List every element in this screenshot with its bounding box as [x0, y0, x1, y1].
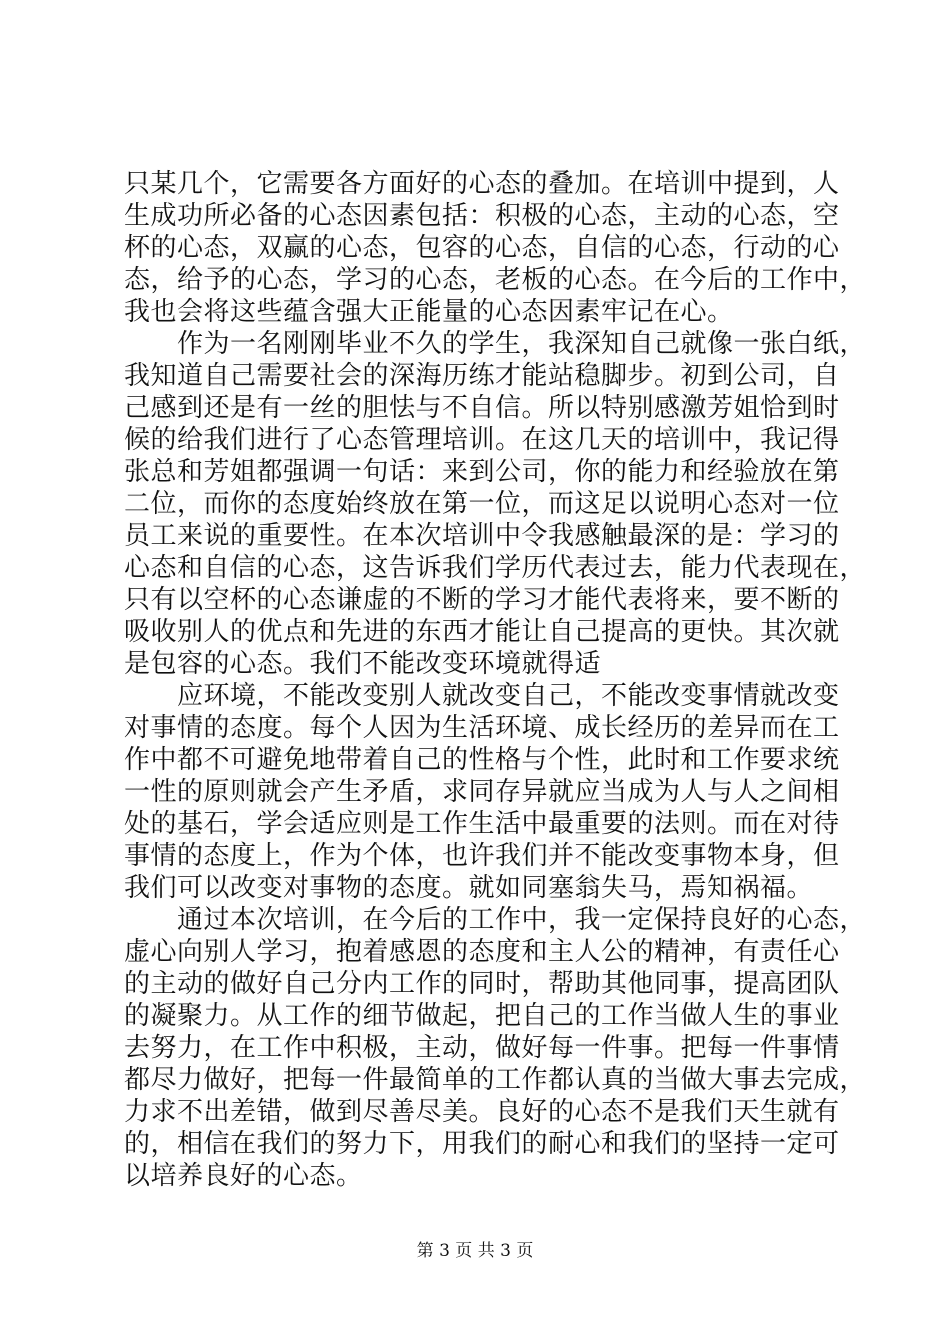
body-line-15: 吸收别人的优点和先进的东西才能让自己提高的更快。其次就 [124, 617, 840, 647]
body-line-2: 生成功所必备的心态因素包括：积极的心态，主动的心态，空 [124, 201, 840, 231]
body-line-17: 应环境，不能改变别人就改变自己，不能改变事情就改变 [124, 681, 840, 711]
body-line-26: 的主动的做好自己分内工作的同时，帮助其他同事，提高团队 [124, 969, 840, 999]
body-line-8: 己感到还是有一丝的胆怯与不自信。所以特别感激芳姐恰到时 [124, 393, 840, 423]
body-line-13: 心态和自信的心态，这告诉我们学历代表过去，能力代表现在， [124, 553, 867, 583]
body-line-22: 事情的态度上，作为个体，也许我们并不能改变事物本身，但 [124, 841, 840, 871]
body-line-10: 张总和芳姐都强调一句话：来到公司，你的能力和经验放在第 [124, 457, 840, 487]
body-line-21: 处的基石，学会适应则是工作生活中最重要的法则。而在对待 [124, 809, 840, 839]
body-line-27: 的凝聚力。从工作的细节做起，把自己的工作当做人生的事业 [124, 1001, 840, 1031]
body-line-5: 我也会将这些蕴含强大正能量的心态因素牢记在心。 [124, 297, 734, 327]
body-line-3: 杯的心态，双赢的心态，包容的心态，自信的心态，行动的心 [124, 233, 840, 263]
body-line-20: 一性的原则就会产生矛盾，求同存异就应当成为人与人之间相 [124, 777, 840, 807]
body-line-4: 态，给予的心态，学习的心态，老板的心态。在今后的工作中， [124, 265, 867, 295]
body-line-23: 我们可以改变对事物的态度。就如同塞翁失马，焉知祸福。 [124, 873, 814, 903]
body-line-7: 我知道自己需要社会的深海历练才能站稳脚步。初到公司，自 [124, 361, 840, 391]
body-line-16: 是包容的心态。我们不能改变环境就得适 [124, 649, 602, 679]
body-line-28: 去努力，在工作中积极，主动，做好每一件事。把每一件事情 [124, 1033, 840, 1063]
body-line-31: 的，相信在我们的努力下，用我们的耐心和我们的坚持一定可 [124, 1129, 840, 1159]
body-line-6: 作为一名刚刚毕业不久的学生，我深知自己就像一张白纸， [124, 329, 867, 359]
body-line-29: 都尽力做好，把每一件最简单的工作都认真的当做大事去完成， [124, 1065, 867, 1095]
body-line-11: 二位，而你的态度始终放在第一位，而这足以说明心态对一位 [124, 489, 840, 519]
body-line-14: 只有以空杯的心态谦虚的不断的学习才能代表将来，要不断的 [124, 585, 840, 615]
body-line-1: 只某几个，它需要各方面好的心态的叠加。在培训中提到，人 [124, 169, 840, 199]
body-line-12: 员工来说的重要性。在本次培训中令我感触最深的是：学习的 [124, 521, 840, 551]
body-line-19: 作中都不可避免地带着自己的性格与个性，此时和工作要求统 [124, 745, 840, 775]
page-number-footer: 第 3 页 共 3 页 [416, 1241, 534, 1261]
body-line-24: 通过本次培训，在今后的工作中，我一定保持良好的心态， [124, 905, 867, 935]
body-line-32: 以培养良好的心态。 [124, 1161, 363, 1191]
body-line-9: 候的给我们进行了心态管理培训。在这几天的培训中，我记得 [124, 425, 840, 455]
body-line-30: 力求不出差错，做到尽善尽美。良好的心态不是我们天生就有 [124, 1097, 840, 1127]
body-line-25: 虚心向别人学习，抱着感恩的态度和主人公的精神，有责任心 [124, 937, 840, 967]
body-line-18: 对事情的态度。每个人因为生活环境、成长经历的差异而在工 [124, 713, 840, 743]
